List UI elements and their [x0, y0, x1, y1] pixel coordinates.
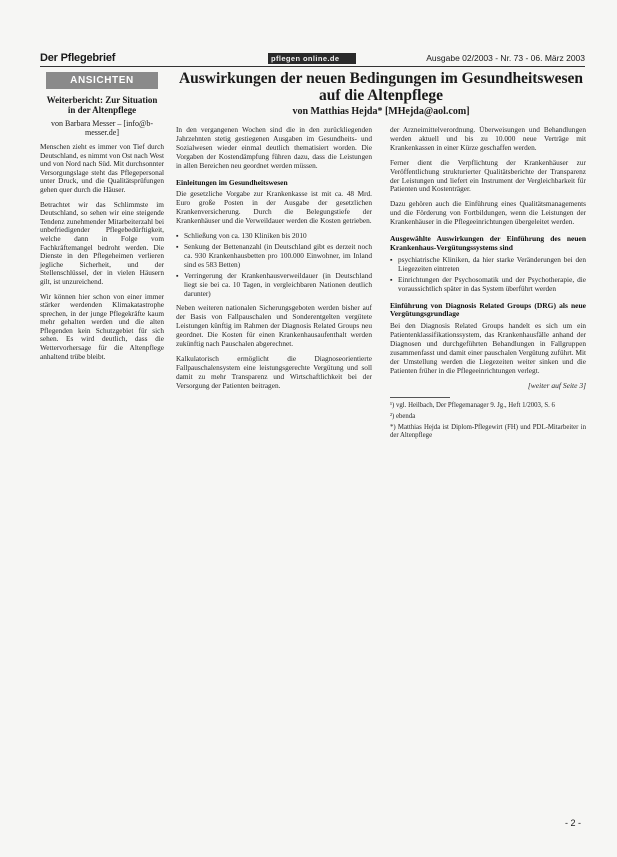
list-item: ▪ psychiatrische Kliniken, da hier starke Veränderungen bei den Liegezeiten eintreten — [390, 256, 586, 274]
bullet-list — [390, 256, 586, 294]
issue-info: Ausgabe 02/2003 - Nr. 73 - 06. März 2003 — [426, 53, 585, 63]
sidebar-paragraph: Betrachtet wir das Schlimmste im Deutschland, so sehen wir eine steigende Tendenz zunehmender Mitarbeiterzahl bei unbefriedigender Pflegebedürftigkeit, welche dann in Folge vom Fachkräftemangel bedroht werden. Die Dienste in den Pflegeheimen verlieren jegliche Sicherheit, und der Stellenschlüssel, der in vielen Häusern gilt, ist unzureichend. — [40, 199, 164, 286]
article-paragraph: Dazu gehören auch die Einführung eines Qualitätsmanagements und die Förderung von Fortbildungen, wenn die Leistungen der Krankenhäuser in die Pflegeeinrichtungen übergeleitet werden. — [390, 199, 586, 227]
newsletter-brand: Der Pflegebrief — [40, 52, 116, 64]
article-subheading: Ausgewählte Auswirkungen der Einführung des neuen Krankenhaus-Vergütungssystems sind — [390, 234, 586, 252]
list-item: ▪ Senkung der Bettenanzahl (in Deutschland gibt es derzeit noch ca. 930 Krankenhausbetten pro 100.000 Einwohner, im Inland sind es 583 Betten) — [176, 243, 372, 270]
article-column-2 — [390, 126, 586, 443]
sidebar-paragraph: Wir können hier schon von einer immer stärker werdenden Klimakatastrophe sprechen, in der junge Pflegekräfte kaum mehr gehalten werden und die alten Pflegenden kein Schutzgebiet für sich sehen. Es wird deutlich, dass die Wettervorhersage für die Altenpflege anhaltend trübe bleibt. — [40, 291, 164, 361]
article-paragraph: Neben weiteren nationalen Sicherungsgeboten werden bisher auf der Basis von Fallpauschalen und Sonderentgelten vergütete Leistungen künftig im Rahmen der Diagnosis Related Groups neu geordnet. Die Kosten für einen Krankenhausaufenthalt werden zukünftig nach Pauschalen abgerechnet. — [176, 303, 372, 349]
article-subheading: Einleitungen im Gesundheitswesen — [176, 177, 288, 187]
continued-note: [weiter auf Seite 3] — [527, 380, 586, 390]
footnote: *) Matthias Hejda ist Diplom-Pflegewirt (FH) und PDL-Mitarbeiter in der Altenpflege — [390, 423, 586, 439]
footnote-rule — [390, 397, 450, 398]
pflegen-online-logo: pflegen online.de — [268, 53, 356, 64]
sidebar-column — [40, 72, 164, 367]
article-paragraph: Kalkulatorisch ermöglicht die Diagnoseorientierte Fallpauschalensystem eine leistungsgerechte Vergütung und soll damit zu mehr Transparenz und Wirtschaftlichkeit bei der Versorgung der Patienten beitragen. — [176, 353, 372, 390]
sidebar-author: von Barbara Messer – [info@b-messer.de] — [50, 119, 153, 137]
footnote: ¹) vgl. Heilbach, Der Pflegemanager 9. Jg., Heft 1/2003, S. 6 — [390, 401, 555, 409]
list-item: ▪ Einrichtungen der Psychosomatik und der Psychotherapie, die voraussichtlich später in das System überführt werden — [390, 276, 586, 294]
article-paragraph: Ferner dient die Verpflichtung der Krankenhäuser zur Veröffentlichung strukturierter Qualitätsberichte der Transparenz der Leistungen und liefert ein Instrument der Vergleichbarkeit für Patienten und Kostenträger. — [390, 157, 586, 194]
sidebar-title: Weiterbericht: Zur Situation in der Altenpflege — [46, 95, 158, 115]
article-byline: von Matthias Hejda* [MHejda@aol.com] — [292, 106, 470, 117]
article-title: Auswirkungen der neuen Bedingungen im Gesundheitswesen auf die Altenpflege — [178, 70, 584, 104]
bullet-list — [176, 232, 372, 298]
article-paragraph: In den vergangenen Wochen sind die in den zurückliegenden Jahrzehnten stetig gestiegenen Ausgaben im Gesundheits- und Sozialwesen wieder einmal deutlich thematisiert worden. Die Vorgaben der Kostendämpfung führen dazu, dass die Leistungen in allen Bereichen neu geordnet werden müssen. — [176, 125, 372, 170]
article-paragraph: der Arzneimittelverordnung. Überweisungen und Behandlungen werden aktuell und bis zu 10.000 neue Verträge mit Krankenkassen in einer Kürze geschaffen werden. — [390, 125, 586, 152]
section-label: ANSICHTEN — [46, 72, 158, 89]
list-item: ▪ Verringerung der Krankenhausverweildauer (in Deutschland liegt sie bei ca. 10 Tagen, in vergleichbaren Nationen deutlich darunter) — [176, 272, 372, 299]
article-paragraph: Bei den Diagnosis Related Groups handelt es sich um ein Patientenklassifikationssystem, das Krankenhausfälle anhand der Diagnosen und durchgeführten Behandlungen in Fallgruppen zusammenfasst und damit einer pauschalen Vergütung zuführt. Mit der Umstellung werden die Liegezeiten weiter sinken und die Patienten früher in die Pflegeeinrichtungen verlegt. — [390, 321, 586, 375]
sidebar-paragraph: Menschen zieht es immer von Tief durch Deutschland, es nimmt von Ost nach West und von Nord nach Süd. Mit durchsonnter Versorgungslage steht das Pflegepersonal unter Druck, und die Qualitätsprüfungen gehen quer durch die Häuser. — [40, 142, 164, 194]
article-subheading: Einführung von Diagnosis Related Groups (DRG) als neue Vergütungsgrundlage — [390, 300, 586, 319]
article-paragraph: Die gesetzliche Vorgabe zur Krankenkasse ist mit ca. 48 Mrd. Euro große Posten in der Ausgabe der gesetzlichen Krankenversicherung. Durch die Belegungstiefe der Krankenhäuser und die Verweildauer werden die Kosten getrieben. — [176, 189, 372, 226]
page-number: - 2 - — [564, 818, 581, 828]
article-header — [176, 70, 586, 117]
header-rule — [40, 66, 585, 67]
footnote: ²) ebenda — [390, 412, 416, 420]
list-item: ▪ Schließung von ca. 130 Kliniken bis 2010 — [176, 232, 372, 241]
article-column-1 — [176, 126, 372, 397]
